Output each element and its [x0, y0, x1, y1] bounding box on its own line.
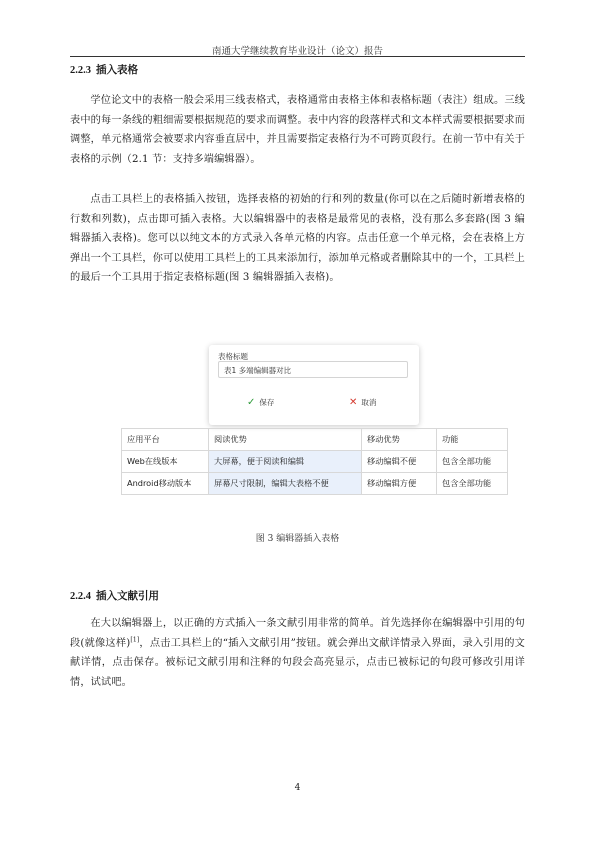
paragraph-3 [70, 614, 525, 692]
table-row [122, 473, 508, 495]
table-cell[interactable]: Android移动版本 [122, 473, 209, 495]
header-rule [70, 56, 525, 57]
table-header-cell[interactable]: 功能 [437, 429, 508, 451]
table-header-cell[interactable]: 阅读优势 [209, 429, 362, 451]
section-title: 插入表格 [96, 64, 138, 76]
table-title-dialog [209, 345, 419, 425]
table-cell[interactable]: 包含全部功能 [437, 473, 508, 495]
section-heading-2-2-3 [70, 62, 138, 77]
table-row [122, 451, 508, 473]
paragraph-1: 学位论文中的表格一般会采用三线表格式，表格通常由表格主体和表格标题（表注）组成。三线表中的每一条线的粗细需要根据规范的要求而调整。表中内容的段落样式和文本样式需要根据要求而调整，单元格通常会被要求内容垂直居中，并且需要指定表格行为不可跨页段行。在前一节中有关于表格的示例（2.1 节：支持多端编辑器）。 [70, 95, 525, 165]
table-cell[interactable]: 屏幕尺寸限制，编辑大表格不便 [209, 473, 362, 495]
section-number: 2.2.3 [70, 65, 91, 76]
table-row [122, 429, 508, 451]
citation-marker[interactable]: [1] [130, 636, 140, 644]
cancel-button[interactable] [349, 397, 376, 408]
table-header-cell[interactable]: 移动优势 [362, 429, 437, 451]
comparison-table [121, 428, 508, 495]
table-cell[interactable]: 移动编辑方便 [362, 473, 437, 495]
page-number: 4 [294, 783, 301, 793]
check-icon: ✓ [247, 397, 256, 408]
paragraph-2: 点击工具栏上的表格插入按钮，选择表格的初始的行和列的数量(你可以在之后随时新增表格的行数和列数)，点击即可插入表格。大以编辑器中的表格是最常见的表格，没有那么多套路(图 3 编辑器插入表格)。您可以以纯文本的方式录入各单元格的内容。点击任意一个单元格，会在表格上方弹出一个工具栏，你可以使用工具栏上的工具来添加行，添加单元格或者删除其中的一个，工具栏上的最后一个工具用于指定表格标题(图 3 编辑器插入表格)。 [70, 194, 525, 284]
table-cell[interactable]: 大屏幕，便于阅读和编辑 [209, 451, 362, 473]
cancel-label: 取消 [361, 398, 377, 407]
figure-editor-table [121, 345, 513, 500]
figure-caption: 图 3 编辑器插入表格 [255, 534, 340, 544]
save-button[interactable] [247, 397, 274, 408]
paragraph-text: ，点击工具栏上的“插入文献引用”按钮。就会弹出文献详情录入界面，录入引用的文献详情，点击保存。被标记文献引用和注释的句段会高亮显示，点击已被标记的句段可修改引用详情，试试吧。 [70, 637, 525, 688]
paragraph-text: 在大以编辑器上，以正确的方式插入一条文献引用非常的简单。首先选择你在编辑器中引用的句段(就像这样) [70, 618, 525, 649]
table-header-cell[interactable]: 应用平台 [122, 429, 209, 451]
table-title-input[interactable]: 表1 多端编辑器对比 [218, 361, 408, 378]
x-icon: ✕ [349, 397, 358, 408]
section-heading-2-2-4 [70, 588, 159, 603]
section-number: 2.2.4 [70, 591, 91, 602]
save-label: 保存 [259, 398, 275, 407]
section-title: 插入文献引用 [96, 590, 159, 602]
dialog-title: 表格标题 [218, 352, 248, 361]
running-header: 南通大学继续教育毕业设计（论文）报告 [211, 46, 383, 57]
table-cell[interactable]: 包含全部功能 [437, 451, 508, 473]
table-cell[interactable]: 移动编辑不便 [362, 451, 437, 473]
table-cell[interactable]: Web在线版本 [122, 451, 209, 473]
